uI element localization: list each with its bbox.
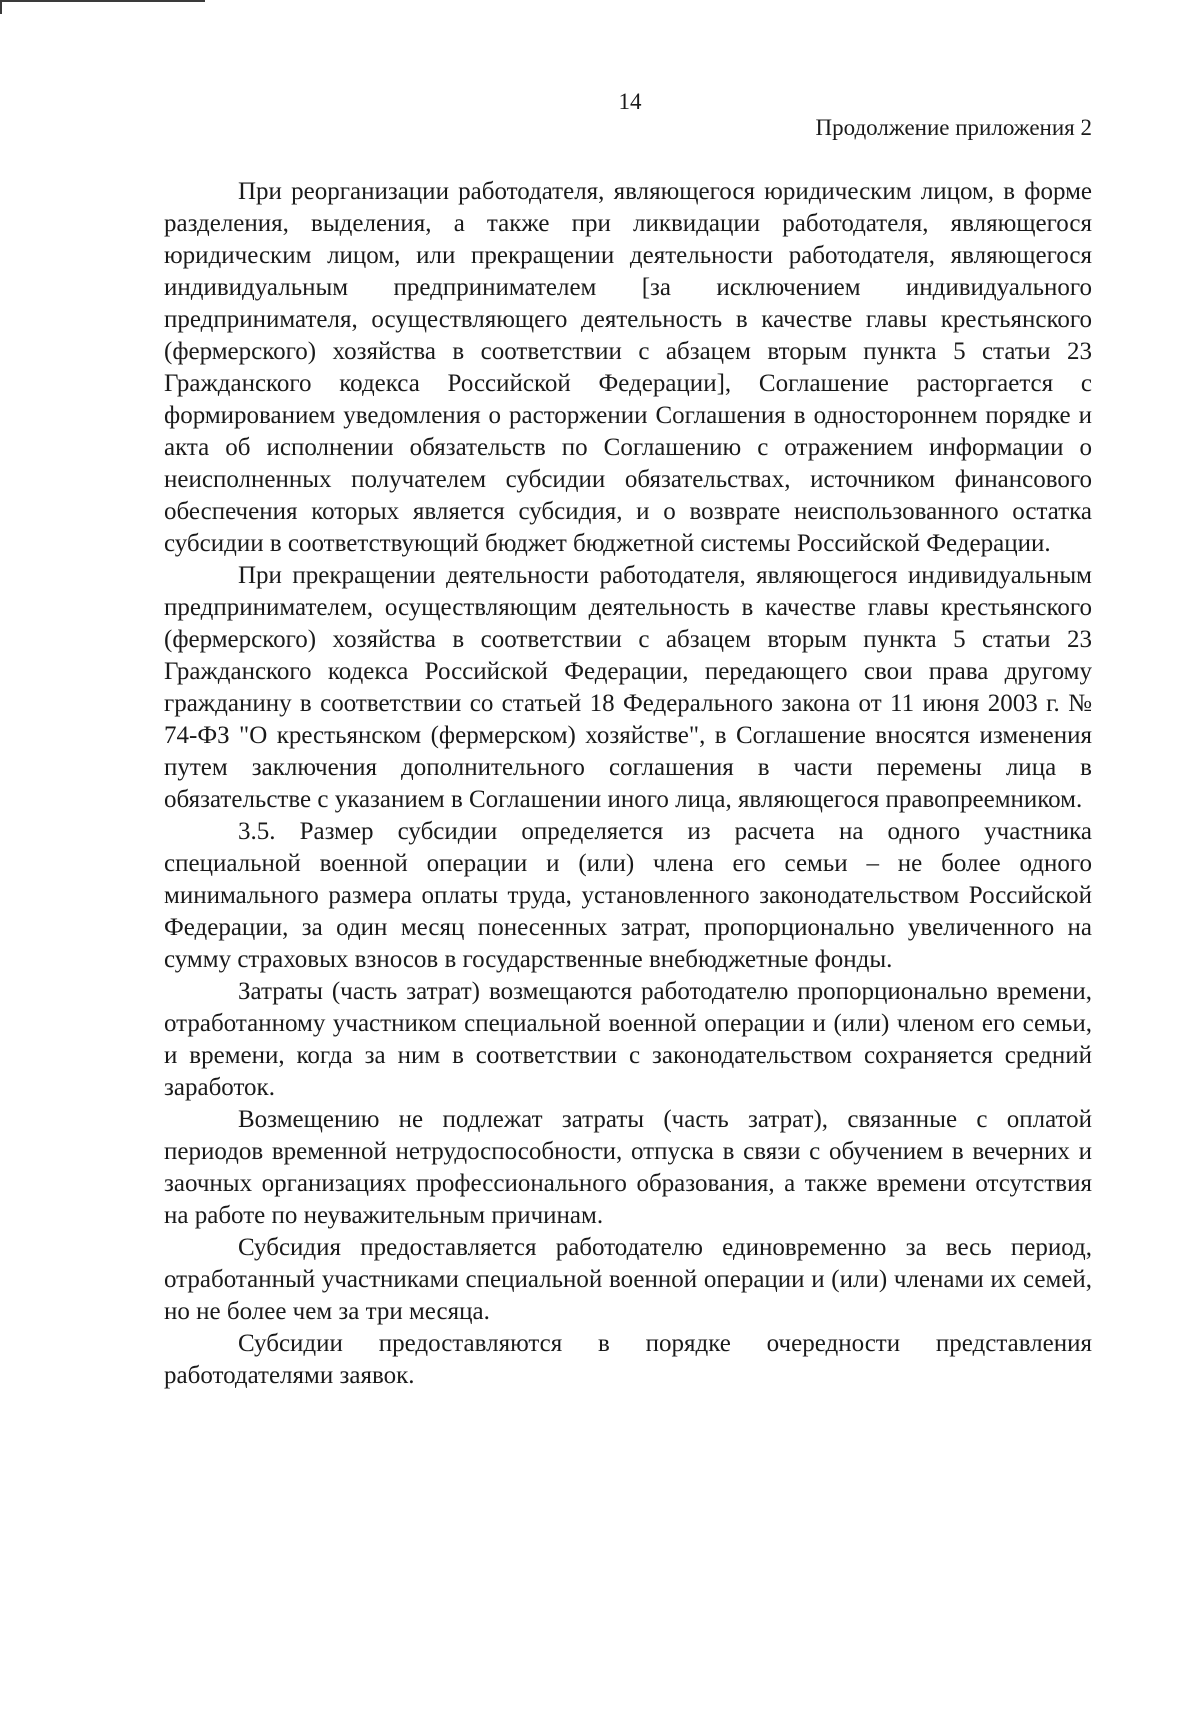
paragraph-non-reimbursable-costs: Возмещению не подлежат затраты (часть затрат), связанные с оплатой периодов временной нетрудоспособности, отпуска в связи с обучением в вечерних и заочных организациях профессионального образования, а также времени отсутствия на работе по неуважительным причинам. <box>164 1106 1092 1229</box>
paragraph-one-time-subsidy: Субсидия предоставляется работодателю единовременно за весь период, отработанный участниками специальной военной операции и (или) членами их семей, но не более чем за три месяца. <box>164 1234 1092 1325</box>
paragraph-application-order: Субсидии предоставляются в порядке очередности представления работодателями заявок. <box>164 1330 1092 1389</box>
scan-edge-left <box>0 0 2 14</box>
document-body <box>164 176 1092 1392</box>
paragraph-cost-reimbursement: Затраты (часть затрат) возмещаются работодателю пропорционально времени, отработанному участником специальной военной операции и (или) членом его семьи, и времени, когда за ним в соответствии с законодательством сохраняется средний заработок. <box>164 978 1092 1101</box>
appendix-header-note: Продолжение приложения 2 <box>815 115 1092 140</box>
paragraph-3-5-subsidy-size: 3.5. Размер субсидии определяется из расчета на одного участника специальной военной операции и (или) члена его семьи – не более одного минимального размера оплаты труда, установленного законодательством Российской Федерации, за один месяц понесенных затрат, пропорционально увеличенного на сумму страховых взносов в государственные внебюджетные фонды. <box>164 818 1092 973</box>
scan-edge-top <box>0 0 205 2</box>
paragraph-termination-farm-head: При прекращении деятельности работодателя, являющегося индивидуальным предпринимателем, осуществляющим деятельность в качестве главы крестьянского (фермерского) хозяйства в соответствии с абзацем вторым пункта 5 статьи 23 Гражданского кодекса Российской Федерации, передающего свои права другому гражданину в соответствии со статьей 18 Федерального закона от 11 июня 2003 г. № 74-ФЗ "О крестьянском (фермерском) хозяйстве", в Соглашение вносятся изменения путем заключения дополнительного соглашения в части перемены лица в обязательстве с указанием в Соглашении иного лица, являющегося правопреемником. <box>164 562 1092 813</box>
paragraph-reorganization: При реорганизации работодателя, являющегося юридическим лицом, в форме разделения, выделения, а также при ликвидации работодателя, являющегося юридическим лицом, или прекращении деятельности работодателя, являющегося индивидуальным предпринимателем [за исключением индивидуального предпринимателя, осуществляющего деятельность в качестве главы крестьянского (фермерского) хозяйства в соответствии с абзацем вторым пункта 5 статьи 23 Гражданского кодекса Российской Федерации], Соглашение расторгается с формированием уведомления о расторжении Соглашения в одностороннем порядке и акта об исполнении обязательств по Соглашению с отражением информации о неисполненных получателем субсидии обязательствах, источником финансового обеспечения которых является субсидия, и о возврате неиспользованного остатка субсидии в соответствующий бюджет бюджетной системы Российской Федерации. <box>164 178 1092 557</box>
page-number: 14 <box>618 89 642 114</box>
